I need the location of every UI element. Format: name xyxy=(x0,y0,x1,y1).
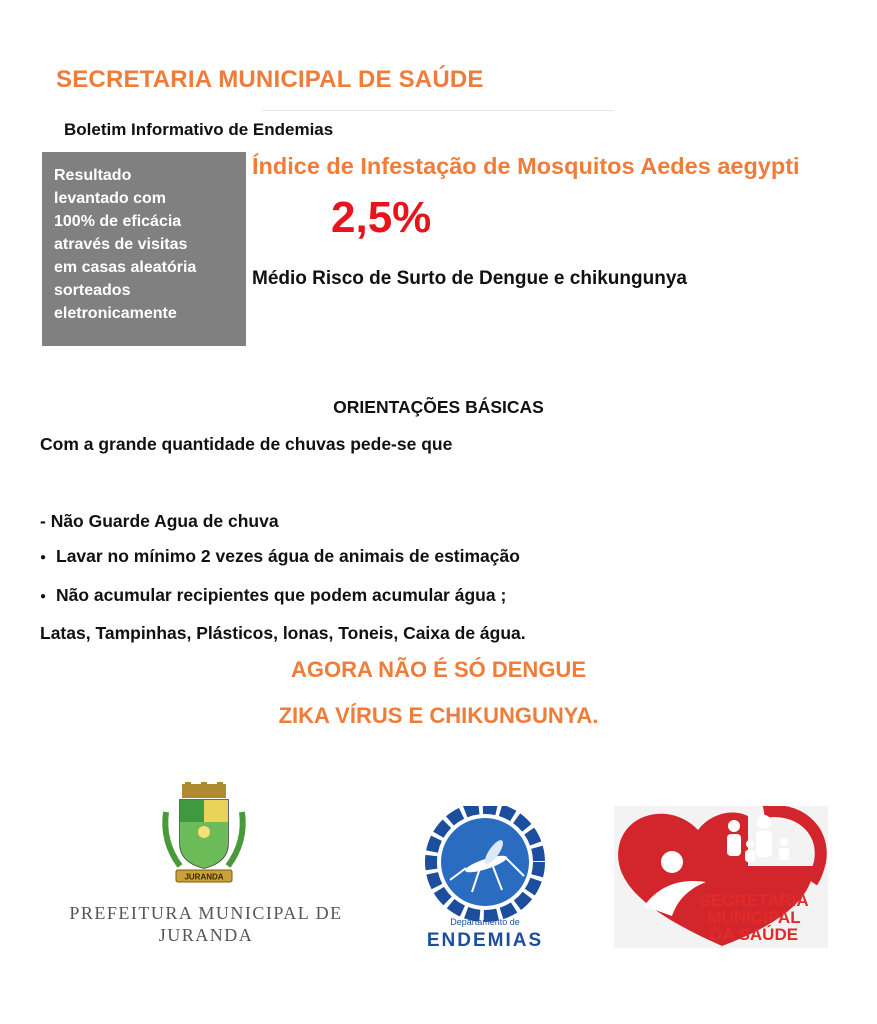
warning-line-1: AGORA NÃO É SÓ DENGUE xyxy=(291,657,586,682)
crest-left-branch xyxy=(165,812,180,866)
page-title: SECRETARIA MUNICIPAL DE SAÚDE xyxy=(56,66,484,93)
bullet-icon: ● xyxy=(40,590,47,602)
prefeitura-caption: PREFEITURA MUNICIPAL DE JURANDA xyxy=(69,903,343,945)
title-divider xyxy=(262,110,614,111)
guidance-item-rainwater: - Não Guarde Agua de chuva xyxy=(40,511,279,531)
endemias-logo xyxy=(414,806,556,922)
bulletin-subtitle: Boletim Informativo de Endemias xyxy=(64,120,334,139)
warning-line-2: ZIKA VÍRUS E CHIKUNGUNYA. xyxy=(278,703,599,728)
crest-right-branch xyxy=(228,812,243,866)
methodology-text: Resultado levantado com 100% de eficácia através de visitas em casas aleatória sorteados eletronicamente xyxy=(54,167,197,322)
crest-banner-text: JURANDA xyxy=(184,872,224,882)
guidance-bullet-text: Lavar no mínimo 2 vezes água de animais de estimação xyxy=(56,546,520,566)
secretaria-saude-logo xyxy=(614,806,828,948)
endemias-caption-small: Departamento de xyxy=(450,917,520,927)
container-list: Latas, Tampinhas, Plásticos, lonas, Toneis, Caixa de água. xyxy=(40,623,526,643)
guidance-bullet xyxy=(40,585,506,606)
secretaria-logo-text: SECRETARIA MUNICIPAL DA SAÚDE xyxy=(699,891,809,944)
infestation-index-title: Índice de Infestação de Mosquitos Aedes aegypti xyxy=(252,153,800,179)
risk-level: Médio Risco de Surto de Dengue e chikungunya xyxy=(252,268,687,289)
guidance-heading: ORIENTAÇÕES BÁSICAS xyxy=(333,397,544,417)
endemias-caption: ENDEMIAS xyxy=(426,930,544,951)
bullet-icon: ● xyxy=(40,551,47,563)
guidance-intro: Com a grande quantidade de chuvas pede-se que xyxy=(40,434,453,454)
guidance-bullet-text: Não acumular recipientes que podem acumular água ; xyxy=(56,585,507,605)
juranda-crest-logo xyxy=(158,782,250,886)
methodology-box xyxy=(42,152,246,346)
infestation-index-value: 2,5% xyxy=(331,193,432,242)
guidance-bullet xyxy=(40,546,520,567)
